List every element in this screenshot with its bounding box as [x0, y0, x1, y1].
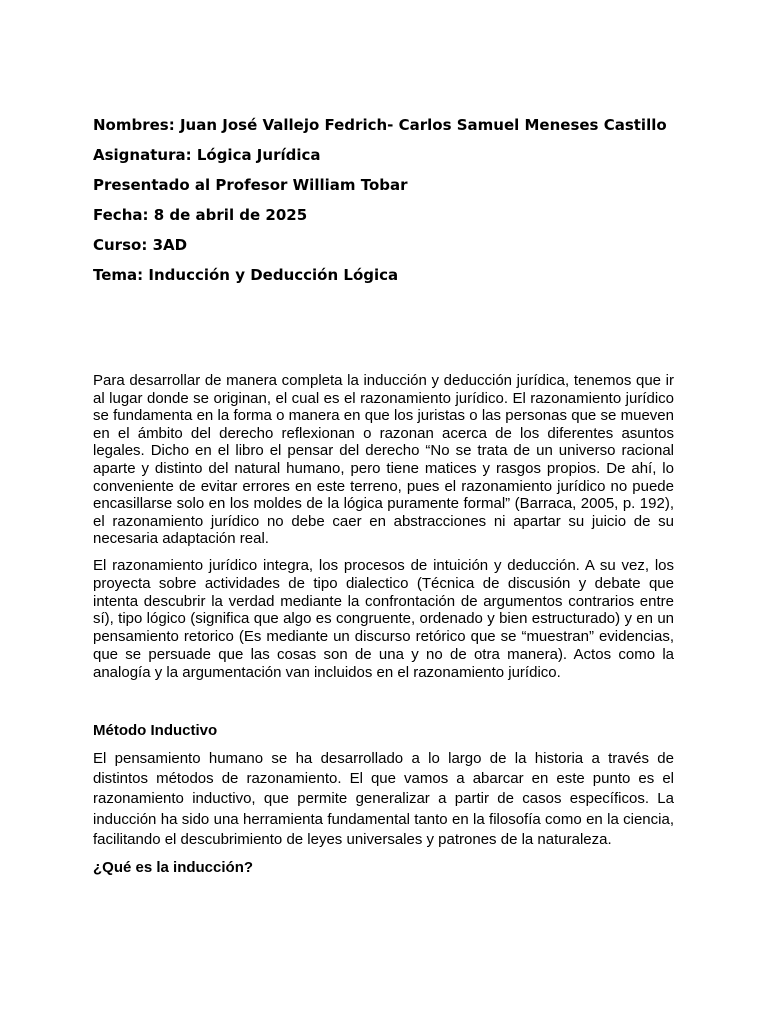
what-is-induction-heading: ¿Qué es la inducción?	[93, 859, 254, 877]
body-paragraph-3: El pensamiento humano se ha desarrollado a lo largo de la historia a través de distintos métodos de razonamiento. El que vamos a abarcar en este punto es el razonamiento inductivo, que permite generalizar a partir de casos específicos. La inducción ha sido una herramienta fundamental tanto en la filosofía como en la ciencia, facilitando el descubrimiento de leyes universales y patrones de la naturaleza.	[93, 750, 674, 848]
course-line	[93, 236, 674, 254]
course-label: Curso:	[93, 236, 148, 254]
inductive-method-section	[93, 722, 674, 877]
professor-line: Presentado al Profesor William Tobar	[93, 176, 408, 194]
names-value: Juan José Vallejo Fedrich- Carlos Samuel Meneses Castillo	[179, 116, 667, 134]
topic-value: Inducción y Deducción Lógica	[148, 266, 399, 284]
subject-line	[93, 146, 674, 164]
body-paragraph-2: El razonamiento jurídico integra, los procesos de intuición y deducción. A su vez, los proyecta sobre actividades de tipo dialectico (Técnica de discusión y debate que intenta descubrir la verdad mediante la confrontación de argumentos contrarios entre sí), tipo lógico (significa que algo es congruente, ordenado y bien estructurado) y en un pensamiento retorico (Es mediante un discurso retórico que se “muestran” evidencias, que se persuade que las cosas son de una y no de otra manera). Actos como la analogía y la argumentación van incluidos en el razonamiento jurídico.	[93, 556, 674, 681]
body-paragraph-1: Para desarrollar de manera completa la inducción y deducción jurídica, tenemos que ir al lugar donde se originan, el cual es el razonamiento jurídico. El razonamiento jurídico se fundamenta en la forma o manera en que los juristas o las personas que se mueven en el ámbito del derecho reflexionan o razonan acerca de los diferentes asuntos legales. Dicho en el libro el pensar del derecho “No se trata de un universo racional aparte y distinto del natural humano, pero tiene matices y rasgos propios. De ahí, lo conveniente de evitar errores en este terreno, pues el razonamiento jurídico no puede encasillarse solo en los moldes de la lógica puramente formal” (Barraca, 2005, p. 192), el razonamiento jurídico no debe caer en abstracciones ni apartar su juicio de su necesaria adaptación real.	[93, 372, 674, 548]
date-label: Fecha:	[93, 206, 149, 224]
topic-line	[93, 266, 674, 284]
subject-value: Lógica Jurídica	[196, 146, 321, 164]
document-body	[93, 372, 674, 691]
inductive-method-heading: Método Inductivo	[93, 722, 218, 739]
student-names	[93, 116, 674, 134]
names-label: Nombres:	[93, 116, 175, 134]
course-value: 3AD	[152, 236, 188, 254]
subject-label: Asignatura:	[93, 146, 192, 164]
date-value: 8 de abril de 2025	[153, 206, 308, 224]
topic-label: Tema:	[93, 266, 144, 284]
document-page	[93, 116, 674, 877]
date-line	[93, 206, 674, 224]
